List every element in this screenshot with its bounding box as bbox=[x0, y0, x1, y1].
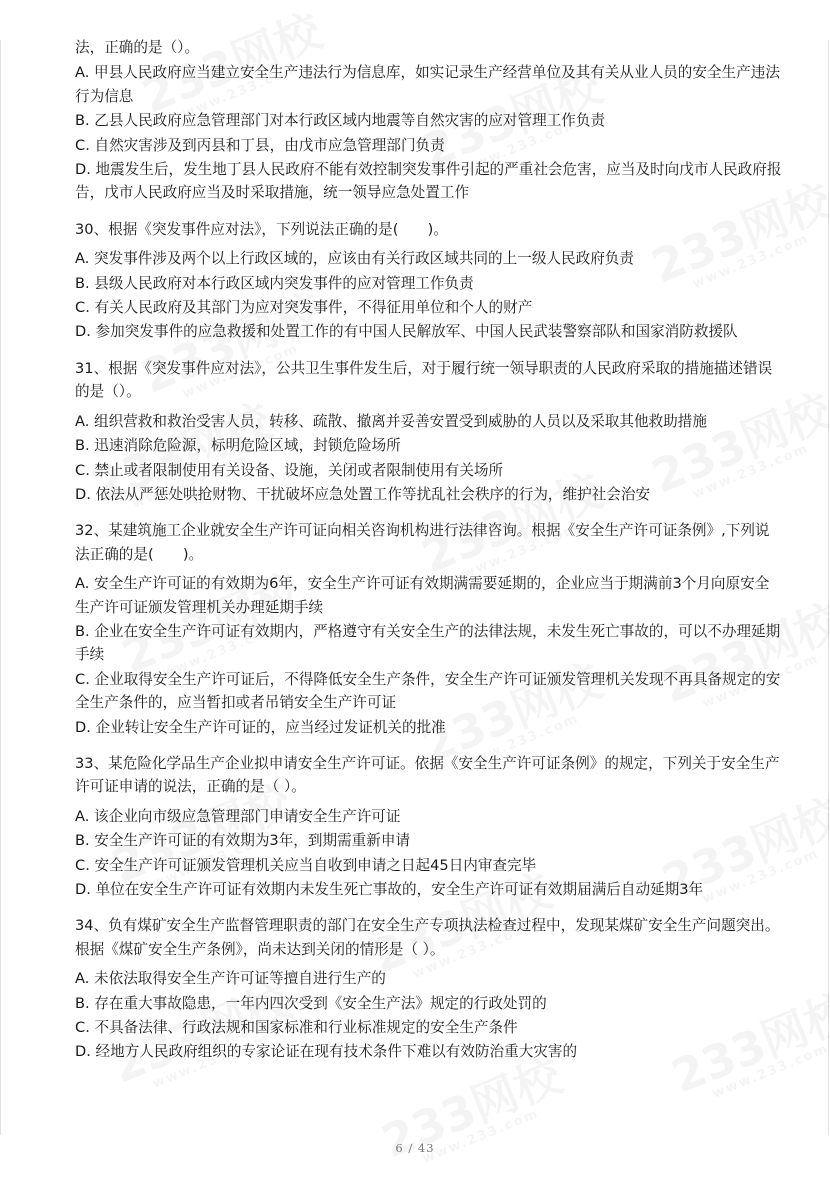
option-a: A. 该企业向市级应急管理部门申请安全生产许可证 bbox=[75, 807, 401, 825]
option-a: A. 组织营救和救治受害人员，转移、疏散、撤离并妥善安置受到威胁的人员以及采取其他救助措施 bbox=[75, 412, 707, 430]
option-b: B. 迅速消除危险源，标明危险区域，封锁危险场所 bbox=[75, 437, 401, 455]
option-c: C. 自然灾害涉及到丙县和丁县，由戊市应急管理部门负责 bbox=[75, 136, 445, 154]
option-c: C. 禁止或者限制使用有关设备、设施，关闭或者限制使用有关场所 bbox=[75, 461, 504, 479]
question-29-continued bbox=[75, 36, 783, 205]
question-31 bbox=[75, 357, 783, 506]
question-stem: 法，正确的是（）。 bbox=[75, 39, 200, 56]
option-c: C. 安全生产许可证颁发管理机关应当自收到申请之日起45日内审查完毕 bbox=[75, 856, 537, 874]
option-d: D. 单位在安全生产许可证有效期内未发生死亡事故的，安全生产许可证有效期届满后自动延期3年 bbox=[75, 881, 704, 898]
question-stem: 31、根据《突发事件应对法》，公共卫生事件发生后，对于履行统一领导职责的人民政府采取的措施描述错误的是（）。 bbox=[75, 359, 773, 401]
option-d: D. 企业转让安全生产许可证的，应当经过发证机关的批准 bbox=[75, 718, 446, 736]
question-stem: 33、某危险化学品生产企业拟申请安全生产许可证。依据《安全生产许可证条例》的规定，下列关于安全生产许可证申请的说法，正确的是（ ）。 bbox=[75, 754, 780, 796]
option-c: C. 企业取得安全生产许可证后，不得降低安全生产条件，安全生产许可证颁发管理机关发现不再具备规定的安全生产条件的，应当暂扣或者吊销安全生产许可证 bbox=[75, 670, 781, 712]
option-b: B. 存在重大事故隐患，一年内四次受到《安全生产法》规定的行政处罚的 bbox=[75, 994, 547, 1012]
option-b: B. 乙县人民政府应急管理部门对本行政区域内地震等自然灾害的应对管理工作负责 bbox=[75, 112, 606, 130]
question-stem: 30、根据《突发事件应对法》，下列说法正确的是( )。 bbox=[75, 220, 448, 238]
option-b: B. 安全生产许可证的有效期为3年，到期需重新申请 bbox=[75, 832, 411, 850]
question-stem: 34、负有煤矿安全生产监督管理职责的部门在安全生产专项执法检查过程中，发现某煤矿安全生产问题突出。根据《煤矿安全生产条例》，尚未达到关闭的情形是（ ）。 bbox=[75, 917, 780, 958]
question-34 bbox=[75, 914, 783, 1063]
option-b: B. 县级人民政府对本行政区域内突发事件的应对管理工作负责 bbox=[75, 274, 474, 292]
option-d: D. 参加突发事件的应急救援和处置工作的有中国人民解放军、中国人民武装警察部队和国家消防救援队 bbox=[75, 323, 738, 341]
page-border-left bbox=[0, 40, 1, 1135]
option-a: A. 安全生产许可证的有效期为6年，安全生产许可证有效期满需要延期的，企业应当于期满前3个月向原安全生产许可证颁发管理机关办理延期手续 bbox=[75, 575, 770, 616]
option-b: B. 企业在安全生产许可证有效期内，严格遵守有关安全生产的法律法规，未发生死亡事故的，可以不办理延期手续 bbox=[75, 622, 781, 664]
option-c: C. 不具备法律、行政法规和国家标准和行业标准规定的安全生产条件 bbox=[75, 1019, 518, 1037]
option-d: D. 地震发生后，发生地丁县人民政府不能有效控制突发事件引起的严重社会危害，应当及时向戊市人民政府报告，戊市人民政府应当及时采取措施，统一领导应急处置工作 bbox=[75, 161, 782, 202]
page-number: 6 / 43 bbox=[395, 1141, 435, 1155]
option-a: A. 甲县人民政府应当建立安全生产违法行为信息库，如实记录生产经营单位及其有关从业人员的安全生产违法行为信息 bbox=[75, 64, 780, 105]
option-d: D. 依法从严惩处哄抢财物、干扰破坏应急处置工作等扰乱社会秩序的行为，维护社会治安 bbox=[75, 485, 651, 503]
option-a: A. 突发事件涉及两个以上行政区域的，应该由有关行政区域共同的上一级人民政府负责 bbox=[75, 250, 634, 268]
option-c: C. 有关人民政府及其部门为应对突发事件，不得征用单位和个人的财产 bbox=[75, 299, 533, 317]
page-border-right bbox=[828, 40, 829, 1135]
option-d: D. 经地方人民政府组织的专家论证在现有技术条件下难以有效防治重大灾害的 bbox=[75, 1043, 578, 1061]
question-stem: 32、某建筑施工企业就安全生产许可证向相关咨询机构进行法律咨询。根据《安全生产许可证条例》,下列说法正确的是( )。 bbox=[75, 522, 770, 563]
question-33 bbox=[75, 752, 783, 901]
option-a: A. 未依法取得安全生产许可证等擅自进行生产的 bbox=[75, 970, 386, 988]
question-32 bbox=[75, 519, 783, 739]
question-30 bbox=[75, 218, 783, 344]
document-body bbox=[75, 36, 783, 1077]
